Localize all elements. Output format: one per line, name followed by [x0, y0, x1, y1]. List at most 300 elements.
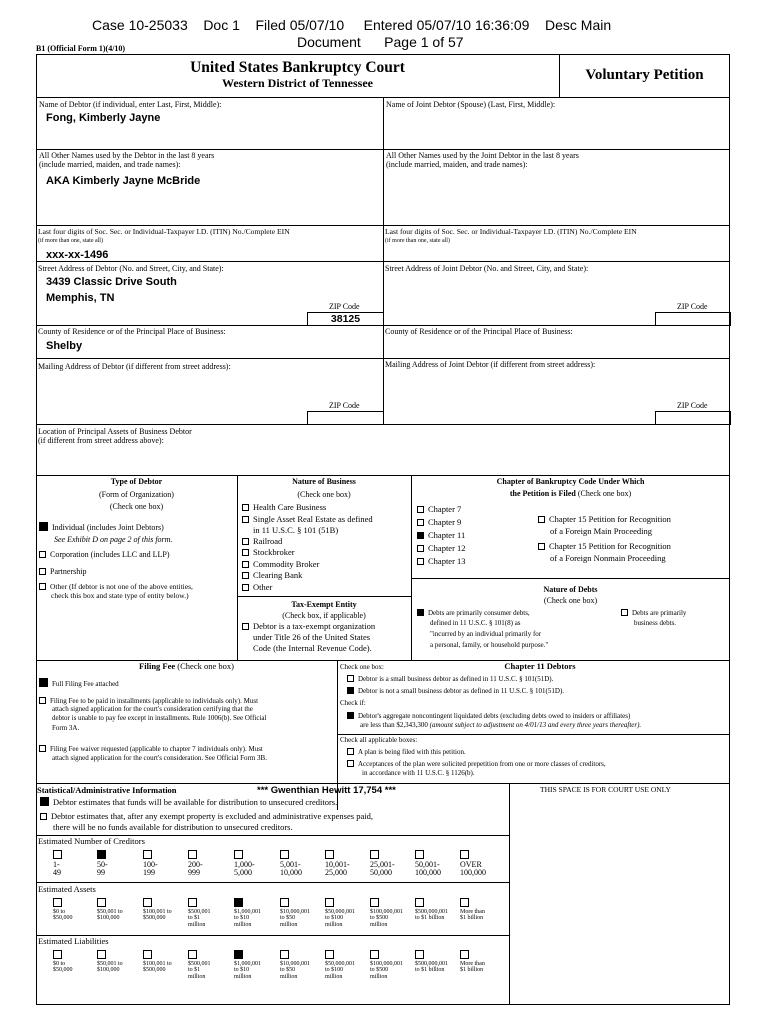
- document-label: Document: [297, 34, 361, 50]
- creditors-option-3-line-0: 200-: [188, 860, 203, 869]
- creditors-option-2-line-0: 100-: [143, 860, 158, 869]
- chapter-11[interactable]: [417, 531, 465, 541]
- joint-zip-label: ZIP Code: [677, 302, 708, 311]
- fee-installments-line3: debtor is unable to pay fee except in installments. Rule 1006(b). See Official: [52, 714, 267, 722]
- ch11-plan-label: A plan is being filed with this petition.: [358, 748, 466, 756]
- ch11-small-business[interactable]: [347, 675, 553, 684]
- tax-exempt-sub: (Check box, if applicable): [282, 611, 366, 620]
- joint-street-label: Street Address of Joint Debtor (No. and Street, City, and State):: [385, 264, 589, 273]
- creditors-option-4-label: [234, 861, 255, 878]
- no-funds-line2: there will be no funds available for distribution to unsecured creditors.: [53, 822, 293, 832]
- liabilities-option-3-line-1: to $1: [188, 967, 201, 974]
- chapter-13-label: Chapter 13: [428, 556, 466, 566]
- nob-railroad[interactable]: [242, 537, 282, 547]
- exhibit-d-note: See Exhibit D on page 2 of this form.: [54, 535, 173, 544]
- ch11-check-all: Check all applicable boxes:: [340, 736, 418, 744]
- debtor-street2: Memphis, TN: [46, 292, 115, 304]
- corporation-checkbox[interactable]: [39, 551, 46, 558]
- assets-option-4-line-1: to $10: [234, 915, 250, 922]
- chapter-title2: [411, 489, 730, 498]
- chapter-9-checkbox[interactable]: [417, 519, 424, 526]
- assets-option-4-label: [234, 909, 261, 928]
- assets-option-9-line-0: More than: [460, 909, 485, 915]
- liabilities-option-7-label: [370, 961, 403, 980]
- assets-option-8-line-1: to $1 billion: [415, 915, 445, 922]
- business-debts-line2: business debts.: [634, 619, 676, 627]
- chapter-9-label: Chapter 9: [428, 517, 462, 527]
- creditors-option-5-label: [280, 861, 302, 878]
- type-partnership[interactable]: [39, 567, 86, 576]
- liabilities-option-8-label: [415, 961, 448, 974]
- assets-option-3-label: [188, 909, 211, 928]
- creditors-option-7-label: [370, 861, 395, 878]
- clearing-bank-checkbox[interactable]: [242, 572, 249, 579]
- liabilities-option-7-line-0: $100,000,001: [370, 961, 403, 967]
- chapter-title1: Chapter of Bankruptcy Code Under Which: [496, 477, 645, 486]
- creditors-option-9-line-0: OVER: [460, 860, 482, 869]
- creditors-option-0-line-0: 1-: [53, 860, 60, 869]
- location-label-line1: Location of Principal Assets of Business Debtor: [38, 427, 192, 436]
- not-small-business-checkbox[interactable]: [347, 687, 354, 694]
- individual-checkbox[interactable]: [39, 522, 48, 531]
- assets-option-5-line-2: million: [280, 921, 298, 928]
- other-type-checkbox[interactable]: [39, 583, 46, 590]
- nob-other[interactable]: [242, 583, 272, 593]
- fee-installments-line2: attach signed application for the court's consideration certifying that the: [52, 705, 253, 713]
- debtor-county-label: County of Residence or of the Principal Place of Business:: [38, 327, 226, 336]
- type-of-debtor-sub2: (Check one box): [109, 502, 164, 511]
- chapter-12-checkbox[interactable]: [417, 545, 424, 552]
- assets-option-9-label: [460, 909, 485, 922]
- chapter-15-main[interactable]: [538, 515, 671, 525]
- no-funds-checkbox[interactable]: [40, 813, 47, 820]
- assets-option-3-checkbox[interactable]: [188, 898, 197, 907]
- filed-date: Filed 05/07/10: [255, 17, 345, 33]
- tax-exempt-line1: Debtor is a tax-exempt organization: [253, 621, 376, 631]
- liabilities-option-9-label: [460, 961, 485, 974]
- trustee-stamp: *** Gwenthian Hewitt 17,754 ***: [257, 785, 396, 796]
- business-debts-line1: Debts are primarily: [632, 609, 687, 617]
- filing-fee-title-sub: (Check one box): [177, 661, 234, 671]
- assets-option-1-label: [97, 909, 123, 922]
- nob-health-care-label: Health Care Business: [253, 502, 327, 512]
- creditors-option-2-line-1: 199: [143, 868, 155, 878]
- entered-date: Entered 05/07/10 16:36:09: [363, 17, 530, 33]
- chapter-11-checkbox[interactable]: [417, 532, 424, 539]
- assets-option-0-label: [53, 909, 73, 922]
- chapter-12[interactable]: [417, 544, 466, 554]
- creditors-option-7-line-1: 50,000: [370, 868, 392, 878]
- liabilities-option-1-line-1: $100,000: [97, 967, 120, 974]
- assets-option-7-line-0: $100,000,001: [370, 909, 403, 915]
- ch11-aggregate[interactable]: [347, 712, 630, 721]
- no-funds-line1: Debtor estimates that, after any exempt property is excluded and administrative expenses paid,: [51, 811, 373, 821]
- type-of-debtor-title: Type of Debtor: [110, 477, 163, 486]
- case-header-line2: [297, 35, 464, 49]
- no-funds[interactable]: [40, 812, 373, 822]
- consumer-debts-line1: Debts are primarily consumer debts,: [428, 609, 530, 617]
- creditors-option-8-line-0: 50,001-: [415, 860, 440, 869]
- creditors-option-3-line-1: 999: [188, 868, 200, 878]
- railroad-checkbox[interactable]: [242, 538, 249, 545]
- consumer-debts-line4: a personal, family, or household purpose.": [430, 641, 549, 649]
- creditors-option-3-checkbox[interactable]: [188, 850, 197, 859]
- chapter-7-checkbox[interactable]: [417, 506, 424, 513]
- liabilities-option-4-checkbox[interactable]: [234, 950, 243, 959]
- chapter-12-label: Chapter 12: [428, 543, 466, 553]
- doc-number: Doc 1: [203, 17, 240, 33]
- ch11-check-one: Check one box:: [340, 663, 384, 671]
- creditors-option-5-line-0: 5,001-: [280, 860, 301, 869]
- fee-installments-line4: Form 3A.: [52, 724, 80, 732]
- creditors-option-0-checkbox[interactable]: [53, 850, 62, 859]
- nob-clearing-bank-label: Clearing Bank: [253, 570, 303, 580]
- liabilities-option-6-line-0: $50,000,001: [325, 961, 355, 967]
- type-other-label2: check this box and state type of entity below.): [51, 591, 189, 600]
- liabilities-option-3-checkbox[interactable]: [188, 950, 197, 959]
- liabilities-option-3-label: [188, 961, 211, 980]
- chapter-13[interactable]: [417, 557, 466, 567]
- liabilities-option-6-line-1: to $100: [325, 967, 344, 974]
- acceptances-checkbox[interactable]: [347, 760, 354, 767]
- liabilities-option-9-checkbox[interactable]: [460, 950, 469, 959]
- creditors-option-9-checkbox[interactable]: [460, 850, 469, 859]
- funds-available[interactable]: [40, 797, 337, 808]
- liabilities-option-5-line-1: to $50: [280, 967, 296, 974]
- ch11-aggregate-line1: Debtor's aggregate noncontingent liquidated debts (excluding debts owed to insiders or affiliates): [358, 712, 631, 720]
- consumer-debts-line2: defined in 11 U.S.C. § 101(8) as: [430, 619, 521, 627]
- statistical-title: Statistical/Administrative Information: [37, 785, 177, 795]
- nob-commodity-label: Commodity Broker: [253, 559, 320, 569]
- creditors-option-4-line-1: 5,000: [234, 868, 252, 878]
- debtor-ssn-label: Last four digits of Soc. Sec. or Individual-Taxpayer I.D. (ITIN) No./Complete EIN: [38, 227, 290, 236]
- assets-label: Estimated Assets: [38, 884, 96, 894]
- nob-stockbroker[interactable]: [242, 548, 295, 558]
- nature-business-sub: (Check one box): [297, 490, 351, 499]
- creditors-option-2-checkbox[interactable]: [143, 850, 152, 859]
- assets-option-8-line-0: $500,000,001: [415, 909, 448, 915]
- chapter-13-checkbox[interactable]: [417, 558, 424, 565]
- nob-clearing-bank[interactable]: [242, 571, 302, 581]
- debtor-ssn: xxx-xx-1496: [46, 249, 109, 261]
- creditors-option-2-label: [143, 861, 158, 878]
- creditors-option-6-line-1: 25,000: [325, 868, 347, 878]
- assets-option-2-checkbox[interactable]: [143, 898, 152, 907]
- creditors-option-0-line-1: 49: [53, 868, 61, 878]
- case-header-line1: [92, 18, 611, 32]
- liabilities-option-0-label: [53, 961, 73, 974]
- liabilities-option-5-checkbox[interactable]: [280, 950, 289, 959]
- single-asset-checkbox[interactable]: [242, 516, 249, 523]
- type-of-debtor-sub1: (Form of Organization): [99, 490, 174, 499]
- liabilities-option-2-line-0: $100,001 to: [143, 961, 172, 967]
- tax-exempt-checkbox[interactable]: [242, 623, 249, 630]
- assets-option-6-line-2: million: [325, 921, 343, 928]
- chapter-9[interactable]: [417, 518, 461, 528]
- debtor-name: Fong, Kimberly Jayne: [46, 112, 161, 124]
- liabilities-option-3-line-2: million: [188, 973, 206, 980]
- liabilities-option-0-line-0: $0 to: [53, 961, 66, 967]
- debtor-other-names: AKA Kimberly Jayne McBride: [46, 175, 201, 187]
- liabilities-option-4-line-2: million: [234, 973, 252, 980]
- liabilities-option-6-line-2: million: [325, 973, 343, 980]
- assets-option-8-checkbox[interactable]: [415, 898, 424, 907]
- assets-option-9-checkbox[interactable]: [460, 898, 469, 907]
- assets-option-0-checkbox[interactable]: [53, 898, 62, 907]
- creditors-option-1-label: [97, 861, 108, 878]
- liabilities-option-1-checkbox[interactable]: [97, 950, 106, 959]
- assets-option-1-checkbox[interactable]: [97, 898, 106, 907]
- chapter-15-nonmain[interactable]: [538, 542, 671, 552]
- chapter-15-main-checkbox[interactable]: [538, 516, 545, 523]
- health-care-checkbox[interactable]: [242, 504, 249, 511]
- ch11-acceptances-line1: Acceptances of the plan were solicited prepetition from one or more classes of creditors,: [358, 760, 606, 768]
- fee-waiver-checkbox[interactable]: [39, 745, 46, 752]
- assets-option-6-line-0: $50,000,001: [325, 909, 355, 915]
- creditors-option-3-label: [188, 861, 203, 878]
- creditors-option-9-line-1: 100,000: [460, 868, 486, 878]
- assets-option-7-line-1: to $500: [370, 915, 389, 922]
- liabilities-option-6-checkbox[interactable]: [325, 950, 334, 959]
- other-business-checkbox[interactable]: [242, 584, 249, 591]
- ch11-acceptances[interactable]: [347, 760, 606, 769]
- liabilities-option-1-line-0: $50,001 to: [97, 961, 123, 967]
- assets-option-3-line-2: million: [188, 921, 206, 928]
- assets-option-4-line-0: $1,000,001: [234, 909, 261, 915]
- debtor-ssn-sub: (if more than one, state all): [38, 238, 103, 244]
- assets-option-2-label: [143, 909, 172, 922]
- assets-option-6-line-1: to $100: [325, 915, 344, 922]
- creditors-option-4-line-0: 1,000-: [234, 860, 255, 869]
- creditors-option-6-line-0: 10,001-: [325, 860, 350, 869]
- assets-option-2-line-0: $100,001 to: [143, 909, 172, 915]
- chapter-15-main-label2: of a Foreign Main Proceeding: [550, 526, 652, 536]
- assets-option-1-line-0: $50,001 to: [97, 909, 123, 915]
- ch11-plan[interactable]: [347, 748, 466, 757]
- joint-other-names-label-line1: All Other Names used by the Joint Debtor in the last 8 years: [386, 151, 579, 160]
- joint-other-names-label-line2: (include married, maiden, and trade names):: [386, 160, 528, 170]
- creditors-option-6-checkbox[interactable]: [325, 850, 334, 859]
- creditors-option-6-label: [325, 861, 350, 878]
- petition-title: Voluntary Petition: [585, 67, 704, 83]
- joint-mailing-label: Mailing Address of Joint Debtor (if different from street address):: [385, 360, 596, 369]
- chapter-15-main-label: Chapter 15 Petition for Recognition: [549, 514, 671, 524]
- debtor-other-names-label-line1: All Other Names used by the Debtor in the last 8 years: [39, 151, 215, 160]
- nature-debts-title: Nature of Debts: [543, 585, 598, 594]
- liabilities-option-9-line-0: More than: [460, 961, 485, 967]
- chapter-title2-sub: (Check one box): [577, 489, 632, 498]
- nob-commodity[interactable]: [242, 560, 319, 570]
- joint-name-label: Name of Joint Debtor (Spouse) (Last, First, Middle):: [386, 100, 556, 109]
- nob-stockbroker-label: Stockbroker: [253, 547, 295, 557]
- chapter-15-nonmain-label: Chapter 15 Petition for Recognition: [549, 541, 671, 551]
- court-use-only: THIS SPACE IS FOR COURT USE ONLY: [540, 785, 671, 794]
- fee-waiver[interactable]: [39, 745, 263, 754]
- creditors-option-8-label: [415, 861, 441, 878]
- fee-waiver-line2: attach signed application for the court's consideration. See Official Form 3B.: [52, 754, 267, 762]
- assets-option-7-checkbox[interactable]: [370, 898, 379, 907]
- liabilities-option-3-line-0: $500,001: [188, 961, 211, 967]
- debtor-other-names-label-line2: (include married, maiden, and trade names):: [39, 160, 181, 170]
- court-use-divider: [509, 783, 510, 1005]
- type-corporation-label: Corporation (includes LLC and LLP): [50, 550, 170, 559]
- debtor-mailing-label: Mailing Address of Debtor (if different from street address):: [38, 362, 231, 371]
- debtor-mailing-zip-box: [307, 411, 384, 425]
- type-other-label1: Other (If debtor is not one of the above entities,: [50, 582, 193, 591]
- creditors-option-7-line-0: 25,001-: [370, 860, 395, 869]
- liabilities-option-7-line-2: million: [370, 973, 388, 980]
- filing-fee-title: [36, 662, 337, 672]
- creditors-option-5-line-1: 10,000: [280, 868, 302, 878]
- debtor-street1: 3439 Classic Drive South: [46, 276, 177, 288]
- creditors-option-7-checkbox[interactable]: [370, 850, 379, 859]
- liabilities-option-8-line-0: $500,000,001: [415, 961, 448, 967]
- creditors-option-1-line-1: 99: [97, 868, 105, 878]
- ch11-aggregate-adjustment: (amount subject to adjustment on 4/01/13 and every three years thereafter).: [429, 721, 642, 729]
- liabilities-option-0-checkbox[interactable]: [53, 950, 62, 959]
- assets-option-7-label: [370, 909, 403, 928]
- partnership-checkbox[interactable]: [39, 568, 46, 575]
- chapter-7[interactable]: [417, 505, 461, 515]
- liabilities-option-2-label: [143, 961, 172, 974]
- liabilities-option-7-checkbox[interactable]: [370, 950, 379, 959]
- assets-option-3-line-0: $500,001: [188, 909, 211, 915]
- funds-available-label: Debtor estimates that funds will be available for distribution to unsecured creditors.: [53, 797, 338, 807]
- liabilities-option-6-label: [325, 961, 355, 980]
- commodity-broker-checkbox[interactable]: [242, 561, 249, 568]
- location-label: [38, 427, 192, 445]
- assets-option-5-checkbox[interactable]: [280, 898, 289, 907]
- nob-railroad-label: Railroad: [253, 536, 283, 546]
- case-number: Case 10-25033: [92, 17, 188, 33]
- installments-checkbox[interactable]: [39, 697, 46, 704]
- chapter-11-label: Chapter 11: [428, 530, 466, 540]
- nob-single-asset[interactable]: [242, 515, 373, 525]
- debtor-zip-label: ZIP Code: [329, 302, 360, 311]
- court-district: Western District of Tennessee: [222, 76, 373, 90]
- consumer-debts-line3: "incurred by an individual primarily for: [430, 630, 542, 638]
- creditors-label: Estimated Number of Creditors: [38, 836, 145, 846]
- liabilities-label: Estimated Liabilities: [38, 936, 109, 946]
- type-corporation[interactable]: [39, 550, 170, 559]
- ch11-not-small-business-label: Debtor is not a small business debtor as defined in 11 U.S.C. § 101(51D).: [358, 687, 565, 695]
- liabilities-option-0-line-1: $50,000: [53, 967, 73, 974]
- assets-option-5-label: [280, 909, 310, 928]
- assets-option-6-checkbox[interactable]: [325, 898, 334, 907]
- small-business-checkbox[interactable]: [347, 675, 354, 682]
- assets-option-5-line-0: $10,000,001: [280, 909, 310, 915]
- nature-business-title: Nature of Business: [292, 477, 356, 486]
- chapter-15-nonmain-label2: of a Foreign Nonmain Proceeding: [550, 553, 666, 563]
- liabilities-option-5-line-2: million: [280, 973, 298, 980]
- consumer-debts[interactable]: [417, 609, 530, 618]
- ch11-check-if: Check if:: [340, 699, 366, 707]
- tax-exempt-option[interactable]: [242, 622, 375, 632]
- tax-exempt-line3: Code (the Internal Revenue Code).: [253, 643, 372, 653]
- joint-ssn-label: Last four digits of Soc. Sec. or Individual-Taxpayer I.D. (ITIN) No./Complete EIN: [385, 227, 637, 236]
- liabilities-option-5-label: [280, 961, 310, 980]
- joint-ssn-sub: (if more than one, state all): [385, 238, 450, 244]
- nob-single-asset-label: Single Asset Real Estate as defined: [253, 514, 373, 524]
- aggregate-debts-checkbox[interactable]: [347, 712, 354, 719]
- assets-option-0-line-0: $0 to: [53, 909, 66, 915]
- fee-waiver-line1: Filing Fee waiver requested (applicable to chapter 7 individuals only). Must: [50, 745, 263, 753]
- debtor-name-label: Name of Debtor (if individual, enter Last, First, Middle):: [39, 100, 222, 109]
- tax-exempt-title: Tax-Exempt Entity: [291, 600, 357, 609]
- full-fee-checkbox[interactable]: [39, 678, 48, 687]
- location-label-line2: (if different from street address above):: [38, 436, 164, 446]
- business-debts-checkbox[interactable]: [621, 609, 628, 616]
- tax-exempt-line2: under Title 26 of the United States: [253, 632, 371, 642]
- ch11-small-business-label: Debtor is a small business debtor as defined in 11 U.S.C. § 101(51D).: [358, 675, 554, 683]
- nob-single-asset-cite: in 11 U.S.C. § 101 (51B): [253, 525, 339, 535]
- business-debts[interactable]: [621, 609, 686, 618]
- liabilities-option-4-label: [234, 961, 261, 980]
- desc-main: Desc Main: [545, 17, 612, 33]
- debtor-zip: 38125: [307, 312, 384, 326]
- assets-option-0-line-1: $50,000: [53, 915, 73, 922]
- chapter-15-nonmain-checkbox[interactable]: [538, 543, 545, 550]
- fee-full[interactable]: [39, 678, 119, 689]
- liabilities-option-7-line-1: to $500: [370, 967, 389, 974]
- form-id: B1 (Official Form 1)(4/10): [36, 44, 126, 53]
- nob-other-label: Other: [253, 582, 273, 592]
- joint-mailing-zip-label: ZIP Code: [677, 401, 708, 410]
- creditors-option-9-label: [460, 861, 486, 878]
- assets-option-4-line-2: million: [234, 921, 252, 928]
- type-individual[interactable]: [39, 522, 164, 532]
- type-partnership-label: Partnership: [50, 567, 87, 576]
- assets-option-7-line-2: million: [370, 921, 388, 928]
- page-count: Page 1 of 57: [384, 34, 464, 50]
- assets-option-6-label: [325, 909, 355, 928]
- court-name: United States Bankruptcy Court: [190, 59, 405, 76]
- consumer-debts-checkbox[interactable]: [417, 609, 424, 616]
- creditors-option-4-checkbox[interactable]: [234, 850, 243, 859]
- liabilities-option-2-checkbox[interactable]: [143, 950, 152, 959]
- plan-filed-checkbox[interactable]: [347, 748, 354, 755]
- creditors-option-8-checkbox[interactable]: [415, 850, 424, 859]
- joint-county-label: County of Residence or of the Principal Place of Business:: [385, 327, 573, 336]
- liabilities-option-8-checkbox[interactable]: [415, 950, 424, 959]
- nature-debts-sub: (Check one box): [543, 596, 598, 605]
- assets-option-3-line-1: to $1: [188, 915, 201, 922]
- assets-option-5-line-1: to $50: [280, 915, 296, 922]
- creditors-option-5-checkbox[interactable]: [280, 850, 289, 859]
- nob-health-care[interactable]: [242, 503, 326, 513]
- joint-other-names-label: [386, 151, 579, 169]
- debtor-mailing-zip-label: ZIP Code: [329, 401, 360, 410]
- liabilities-option-8-line-1: to $1 billion: [415, 967, 445, 974]
- assets-option-4-checkbox[interactable]: [234, 898, 243, 907]
- joint-mailing-zip-box: [655, 411, 731, 425]
- liabilities-option-4-line-1: to $10: [234, 967, 250, 974]
- ch11-not-small-business[interactable]: [347, 687, 564, 696]
- liabilities-option-4-line-0: $1,000,001: [234, 961, 261, 967]
- assets-option-8-label: [415, 909, 448, 922]
- creditors-option-1-checkbox[interactable]: [97, 850, 106, 859]
- funds-available-checkbox[interactable]: [40, 797, 49, 806]
- fee-installments-line1: Filing Fee to be paid in installments (applicable to individuals only). Must: [50, 697, 259, 705]
- type-individual-label: Individual (includes Joint Debtors): [52, 523, 164, 532]
- joint-zip-box: [655, 312, 731, 326]
- stockbroker-checkbox[interactable]: [242, 549, 249, 556]
- filing-fee-title-bold: Filing Fee: [139, 661, 176, 671]
- liabilities-option-1-label: [97, 961, 123, 974]
- assets-option-9-line-1: $1 billion: [460, 915, 484, 922]
- fee-full-label: Full Filing Fee attached: [52, 680, 119, 688]
- liabilities-option-9-line-1: $1 billion: [460, 967, 484, 974]
